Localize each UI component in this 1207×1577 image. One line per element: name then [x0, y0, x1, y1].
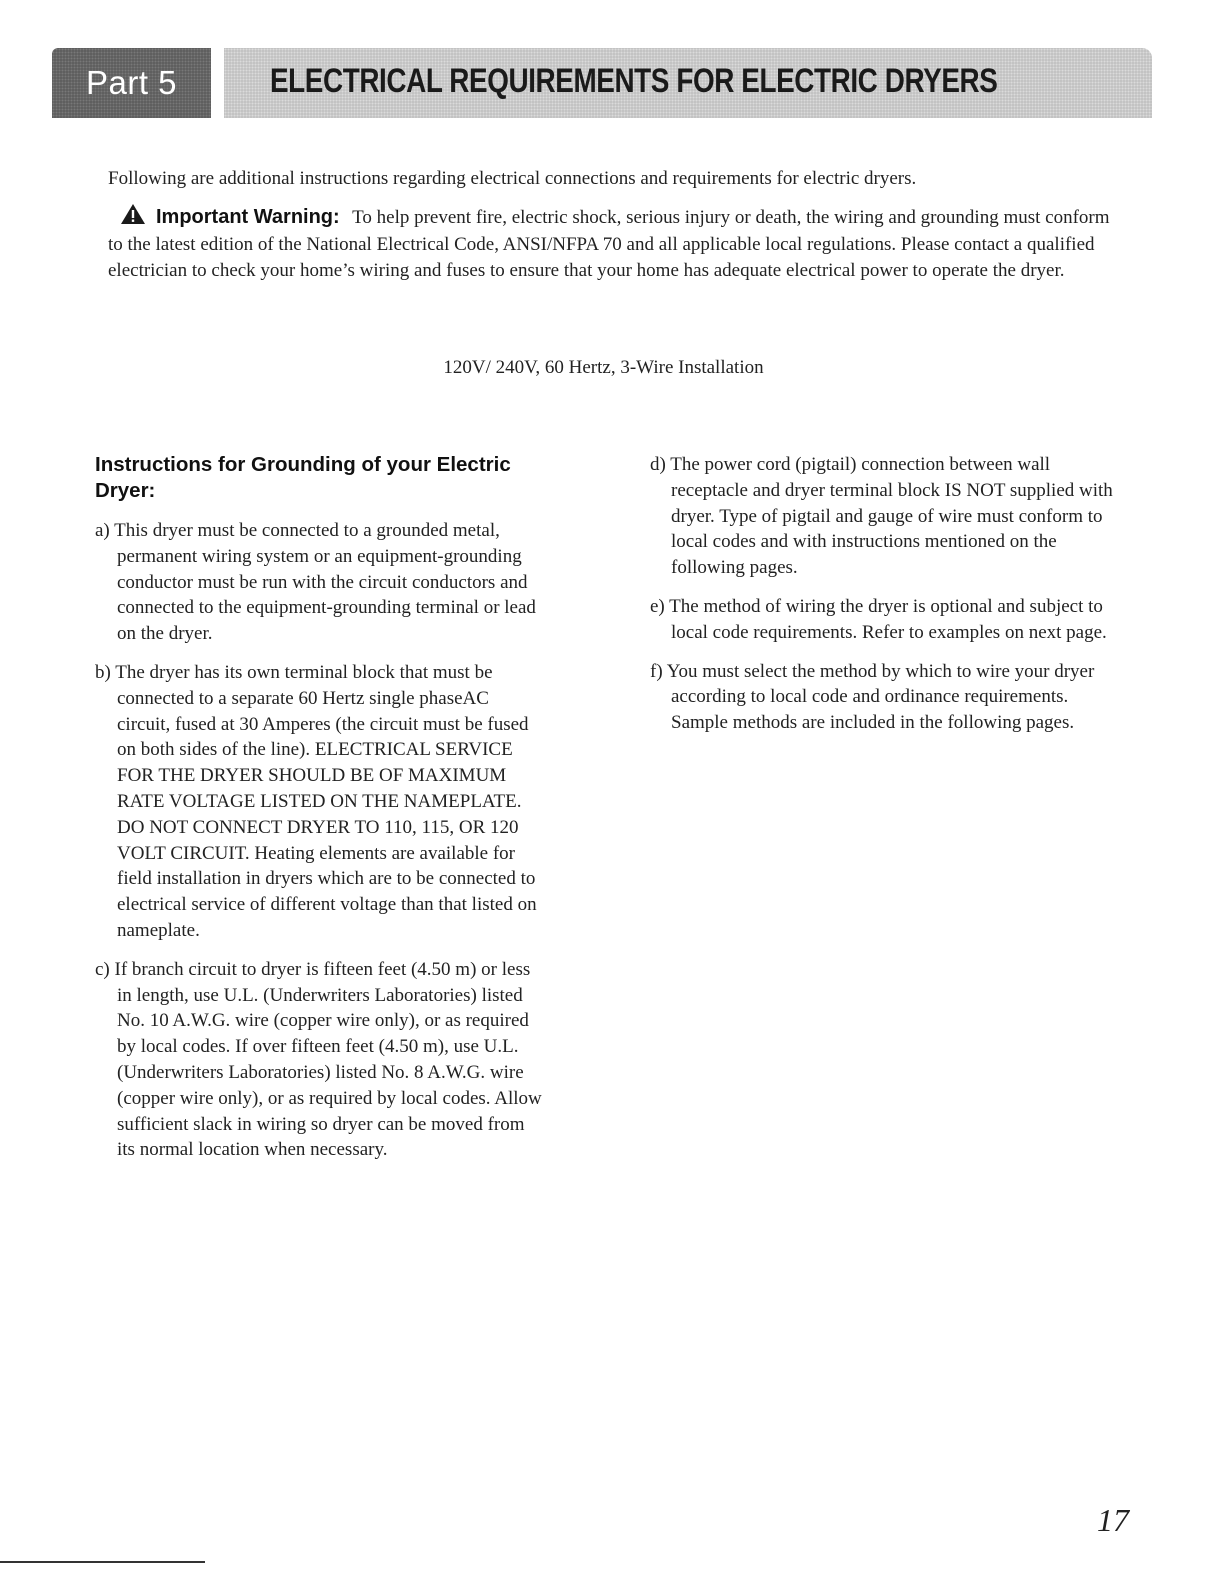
page-number: 17 [1097, 1502, 1129, 1538]
list-item-d: d) The power cord (pigtail) connection between wall receptacle and dryer terminal block IS NOT supplied with dryer. Type of pigtail and gauge of wire must conform to local codes and with instructions mentioned on the following pages. [650, 454, 1113, 579]
page-title: ELECTRICAL REQUIREMENTS FOR ELECTRIC DRYERS [270, 62, 998, 100]
right-column [650, 452, 1120, 749]
list-item-e: e) The method of wiring the dryer is optional and subject to local code requirements. Refer to examples on next page. [650, 595, 1107, 643]
left-column [95, 452, 545, 1176]
list-item-b: b) The dryer has its own terminal block that must be connected to a separate 60 Hertz single phaseAC circuit, fused at 30 Amperes (the circuit must be fused on both sides of the line). ELECTRICAL SERVICE FOR THE DRYER SHOULD BE OF MAXIMUM RATE VOLTAGE LISTED ON THE NAMEPLATE. DO NOT CONNECT DRYER TO 110, 115, OR 120 VOLT CIRCUIT. Heating elements are available for field installation in dryers which are to be connected to electrical service of different voltage than that listed on nameplate. [95, 661, 537, 941]
warning-label: Important Warning: [156, 206, 340, 228]
intro-text: Following are additional instructions regarding electrical connections and requirements for electric dryers. [108, 168, 917, 189]
list-item-f: f) You must select the method by which to wire your dryer according to local code and ordinance requirements. Sample methods are included in the following pages. [650, 660, 1095, 734]
warning-text: To help prevent fire, electric shock, serious injury or death, the wiring and grounding must conform to the latest edition of the National Electrical Code, ANSI/NFPA 70 and all applicable local regulations. Please contact a qualified electrician to check your home’s wiring and fuses to ensure that your home has adequate electrical power to operate the dryer. [108, 207, 1110, 281]
list-item-c: c) If branch circuit to dryer is fifteen feet (4.50 m) or less in length, use U.L. (Underwriters Laboratories) listed No. 10 A.W.G. wire (copper wire only), or as required by local codes. If over fifteen feet (4.50 m), use U.L. (Underwriters Laboratories) listed No. 8 A.W.G. wire (copper wire only), or as required by local codes. Allow sufficient slack in wiring so dryer can be moved from its normal location when necessary. [95, 958, 542, 1161]
section-header [52, 48, 1152, 118]
list-item-a: a) This dryer must be connected to a grounded metal, permanent wiring system or an equipment-grounding conductor must be run with the circuit conductors and connected to the equipment-grounding terminal or lead on the dryer. [95, 520, 536, 645]
grounding-heading: Instructions for Grounding of your Electric Dryer: [95, 453, 511, 502]
installation-type: 120V/ 240V, 60 Hertz, 3-Wire Installation [443, 357, 764, 378]
warning-block [108, 203, 1118, 285]
part-label: Part 5 [52, 48, 211, 118]
footer-rule [0, 1561, 205, 1563]
warning-triangle-icon [120, 203, 146, 225]
title-band [224, 48, 1152, 118]
